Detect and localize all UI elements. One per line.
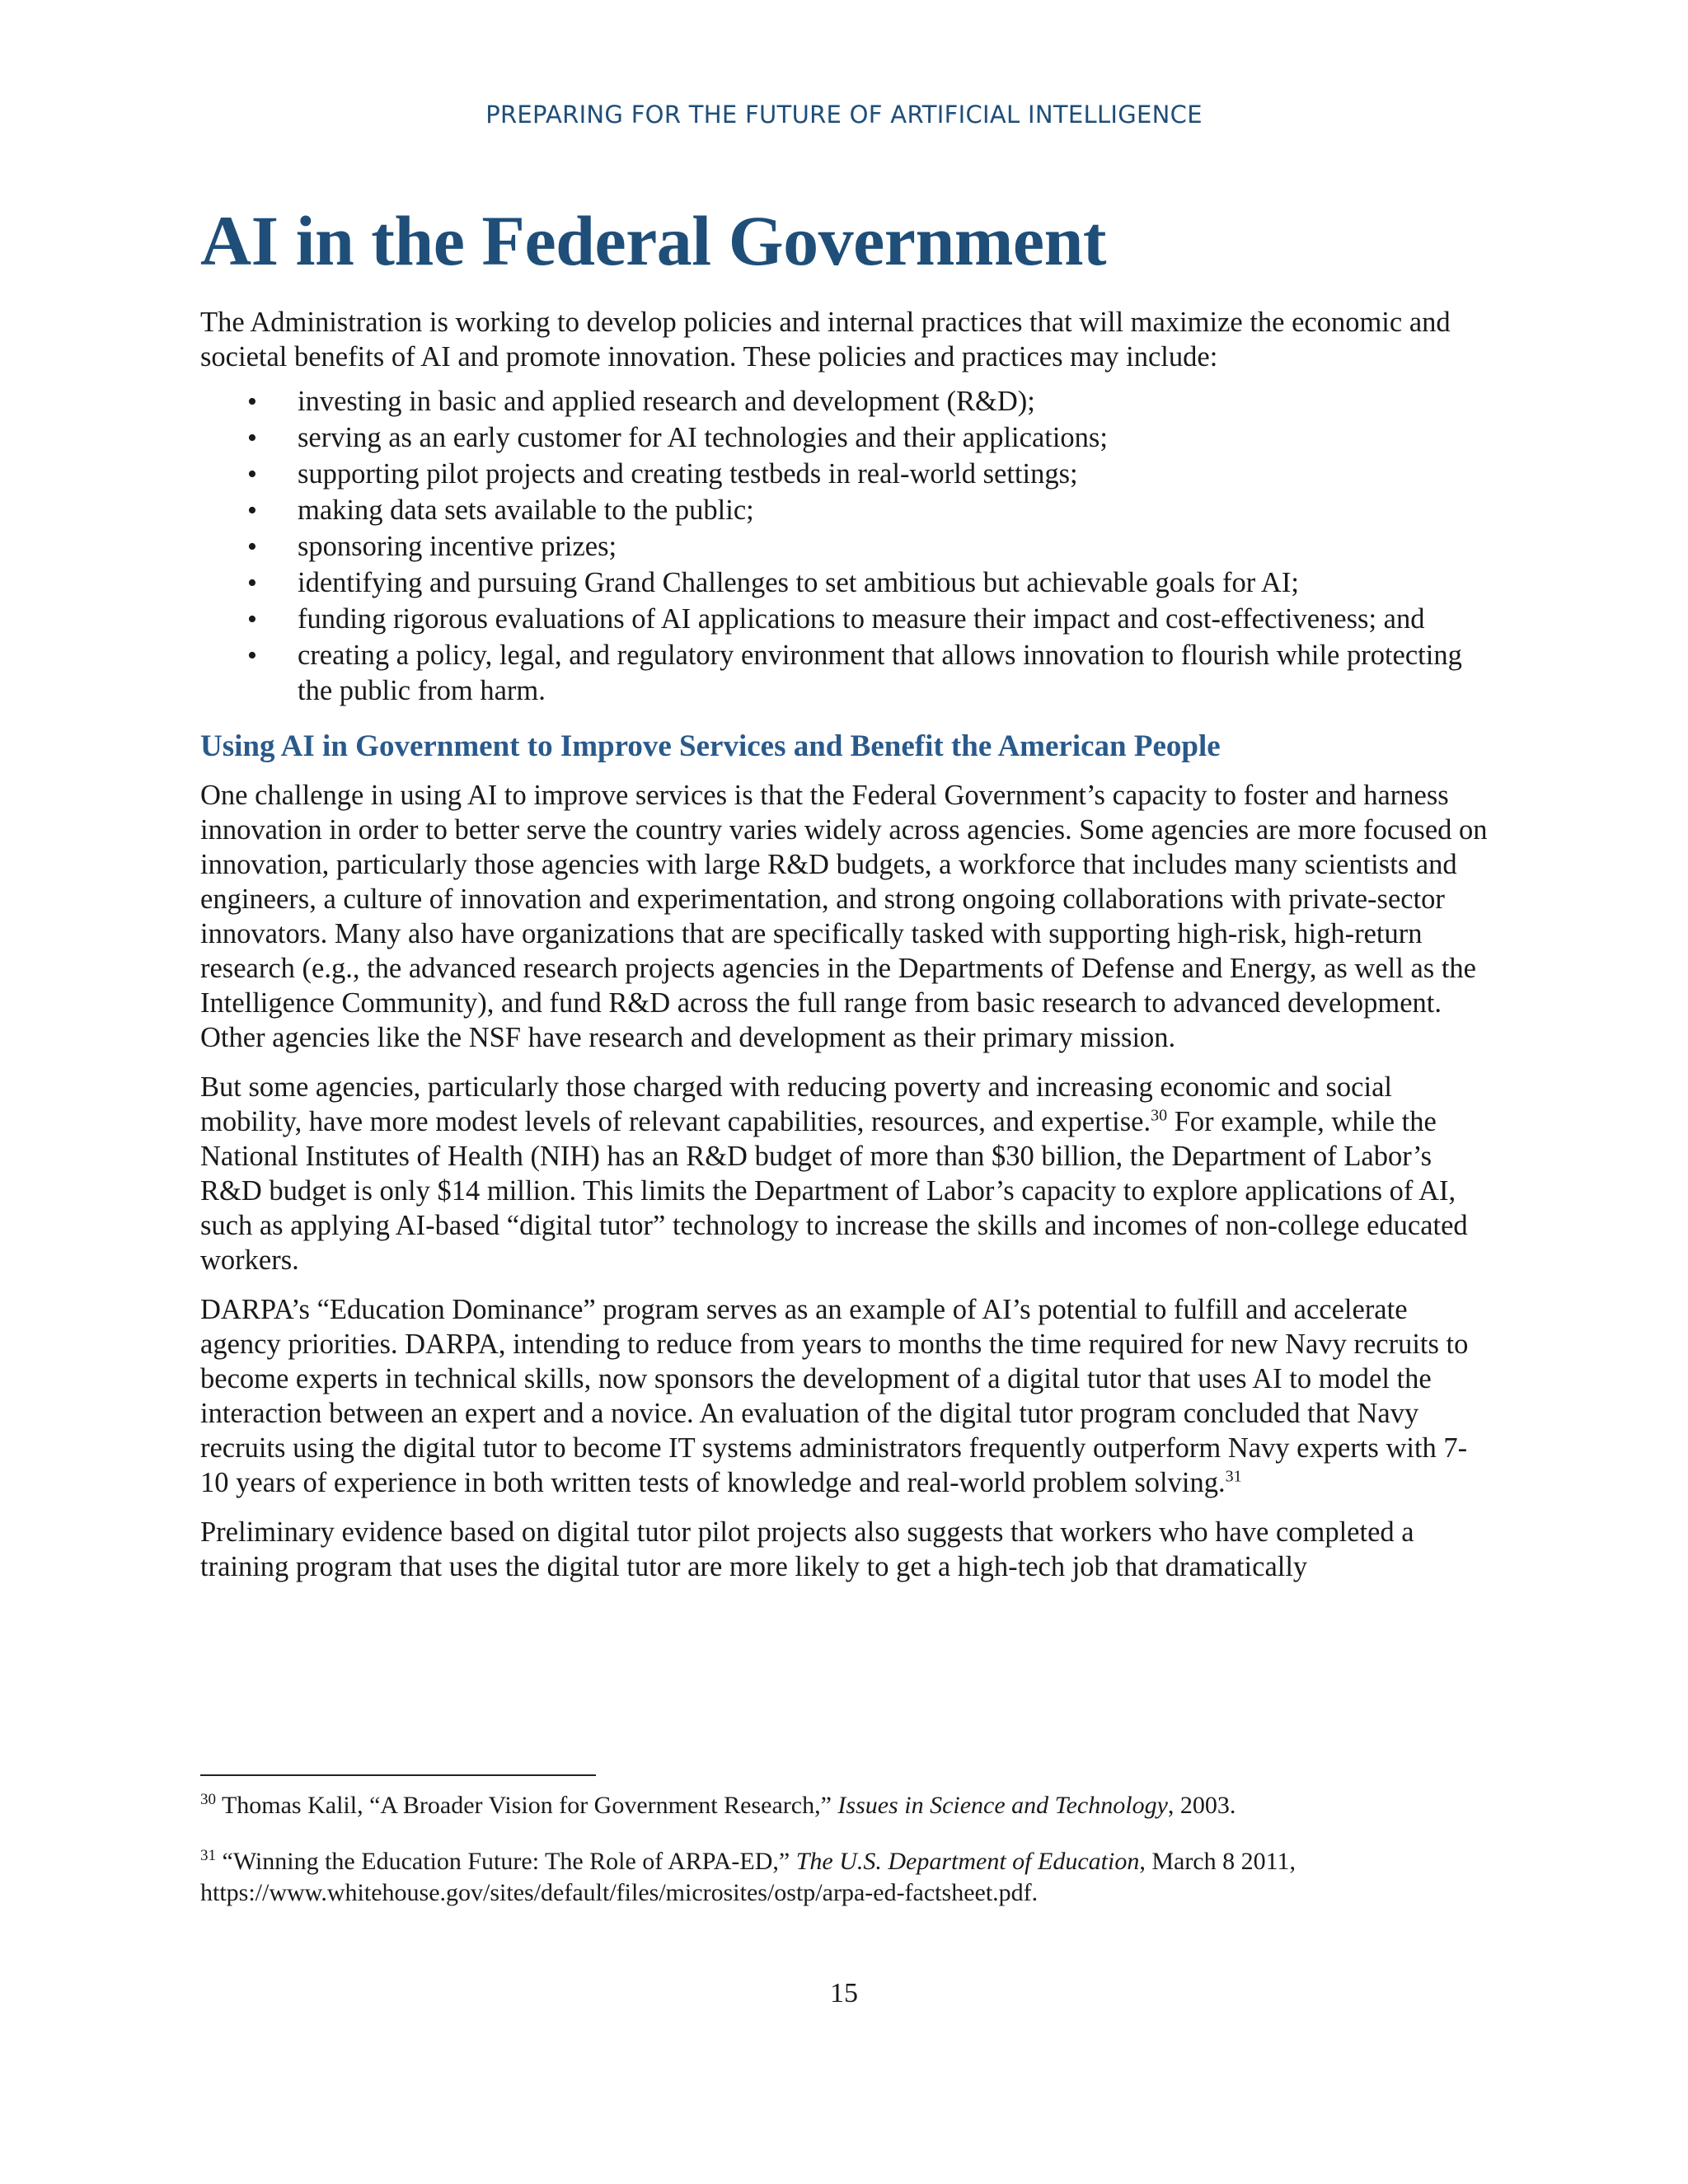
- list-item: [200, 384, 1494, 419]
- bullet-icon: •: [247, 459, 257, 490]
- list-item-text: identifying and pursuing Grand Challenges to set ambitious but achievable goals for AI;: [298, 567, 1299, 598]
- policy-list: [200, 384, 1494, 709]
- bullet-icon: •: [247, 640, 257, 671]
- list-item-text: investing in basic and applied research and development (R&D);: [298, 386, 1035, 417]
- footnotes: [200, 1790, 1494, 1933]
- list-item: [200, 420, 1494, 456]
- list-item-text: making data sets available to the public;: [298, 494, 754, 526]
- list-item-text: serving as an early customer for AI technologies and their applications;: [298, 422, 1108, 453]
- footnote-text: “Winning the Education Future: The Role of ARPA-ED,”: [216, 1848, 796, 1875]
- section-heading: Using AI in Government to Improve Services and Benefit the American People: [200, 729, 1221, 763]
- body-paragraph: Preliminary evidence based on digital tutor pilot projects also suggests that workers who have completed a training program that uses the digital tutor are more likely to get a high-tech job that dramatically: [200, 1516, 1414, 1582]
- footnote-source: The U.S. Department of Education: [795, 1848, 1140, 1875]
- list-item: [200, 529, 1494, 565]
- list-item-text: funding rigorous evaluations of AI applications to measure their impact and cost-effectiveness; and: [298, 603, 1425, 635]
- paragraph-text: For example, while the National Institutes of Health (NIH) has an R&D budget of more than $30 billion, the Department of Labor’s R&D budget is only $14 million. This limits the Department of Labor’s capacity to explore applications of AI, such as applying AI-based “digital tutor” technology to increase the skills and incomes of non-college educated workers.: [200, 1106, 1468, 1276]
- footnote-text: Thomas Kalil, “A Broader Vision for Government Research,”: [216, 1792, 838, 1819]
- intro-paragraph: The Administration is working to develop policies and internal practices that will maximize the economic and societal benefits of AI and promote innovation. These policies and practices may include:: [200, 307, 1451, 373]
- footnote-source: Issues in Science and Technology: [837, 1792, 1168, 1819]
- footnote-divider: [200, 1774, 596, 1776]
- bullet-icon: •: [247, 604, 257, 635]
- footnote-ref[interactable]: 31: [1225, 1467, 1242, 1486]
- footnote-30: [200, 1790, 1494, 1821]
- bullet-icon: •: [247, 532, 257, 562]
- body-paragraph: One challenge in using AI to improve services is that the Federal Government’s capacity to foster and harness innovation in order to better serve the country varies widely across agencies. Some agencies are more focused on innovation, particularly those agencies with large R&D budgets, a workforce that includes many scientists and engineers, a culture of innovation and experimentation, and strong ongoing collaborations with private-sector innovators. Many also have organizations that are specifically tasked with supporting high-risk, high-return research (e.g., the advanced research projects agencies in the Departments of Defense and Energy, as well as the Intelligence Community), and fund R&D across the full range from basic research to advanced development. Other agencies like the NSF have research and development as their primary mission.: [200, 780, 1488, 1053]
- paragraph-text: But some agencies, particularly those charged with reducing poverty and increasing economic and social mobility, have more modest levels of relevant capabilities, resources, and expertise.: [200, 1071, 1392, 1137]
- page-title: AI in the Federal Government: [200, 201, 1107, 280]
- body-paragraph: [200, 1070, 1494, 1277]
- list-item-text: supporting pilot projects and creating testbeds in real-world settings;: [298, 458, 1078, 490]
- bullet-icon: •: [247, 568, 257, 598]
- list-item: [200, 565, 1494, 601]
- footnote-number: 31: [200, 1847, 216, 1864]
- list-item-text: creating a policy, legal, and regulatory environment that allows innovation to flourish while protecting the public from harm.: [298, 640, 1462, 706]
- main-content: [200, 198, 1494, 1599]
- list-item: [200, 638, 1494, 709]
- footnote-number: 30: [200, 1791, 216, 1808]
- footnote-ref[interactable]: 30: [1151, 1106, 1168, 1125]
- list-item-text: sponsoring incentive prizes;: [298, 531, 617, 562]
- page-number: 15: [830, 1978, 858, 2008]
- list-item: [200, 457, 1494, 492]
- footnote-31: [200, 1846, 1494, 1909]
- running-header: PREPARING FOR THE FUTURE OF ARTIFICIAL INTELLIGENCE: [485, 101, 1203, 129]
- bullet-icon: •: [247, 387, 257, 417]
- list-item: [200, 493, 1494, 528]
- list-item: [200, 602, 1494, 637]
- bullet-icon: •: [247, 495, 257, 526]
- footnote-text: , 2003.: [1167, 1792, 1236, 1819]
- paragraph-text: DARPA’s “Education Dominance” program serves as an example of AI’s potential to fulfill and accelerate agency priorities. DARPA, intending to reduce from years to months the time required for new Navy recruits to become experts in technical skills, now sponsors the development of a digital tutor that uses AI to model the interaction between an expert and a novice. An evaluation of the digital tutor program concluded that Navy recruits using the digital tutor to become IT systems administrators frequently outperform Navy experts with 7-10 years of experience in both written tests of knowledge and real-world problem solving.: [200, 1294, 1469, 1498]
- bullet-icon: •: [247, 423, 257, 453]
- footnote-link[interactable]: , March 8 2011, https://www.whitehouse.gov/sites/default/files/microsites/ostp/arpa-ed-factsheet.pdf.: [200, 1848, 1296, 1906]
- body-paragraph: [200, 1292, 1494, 1500]
